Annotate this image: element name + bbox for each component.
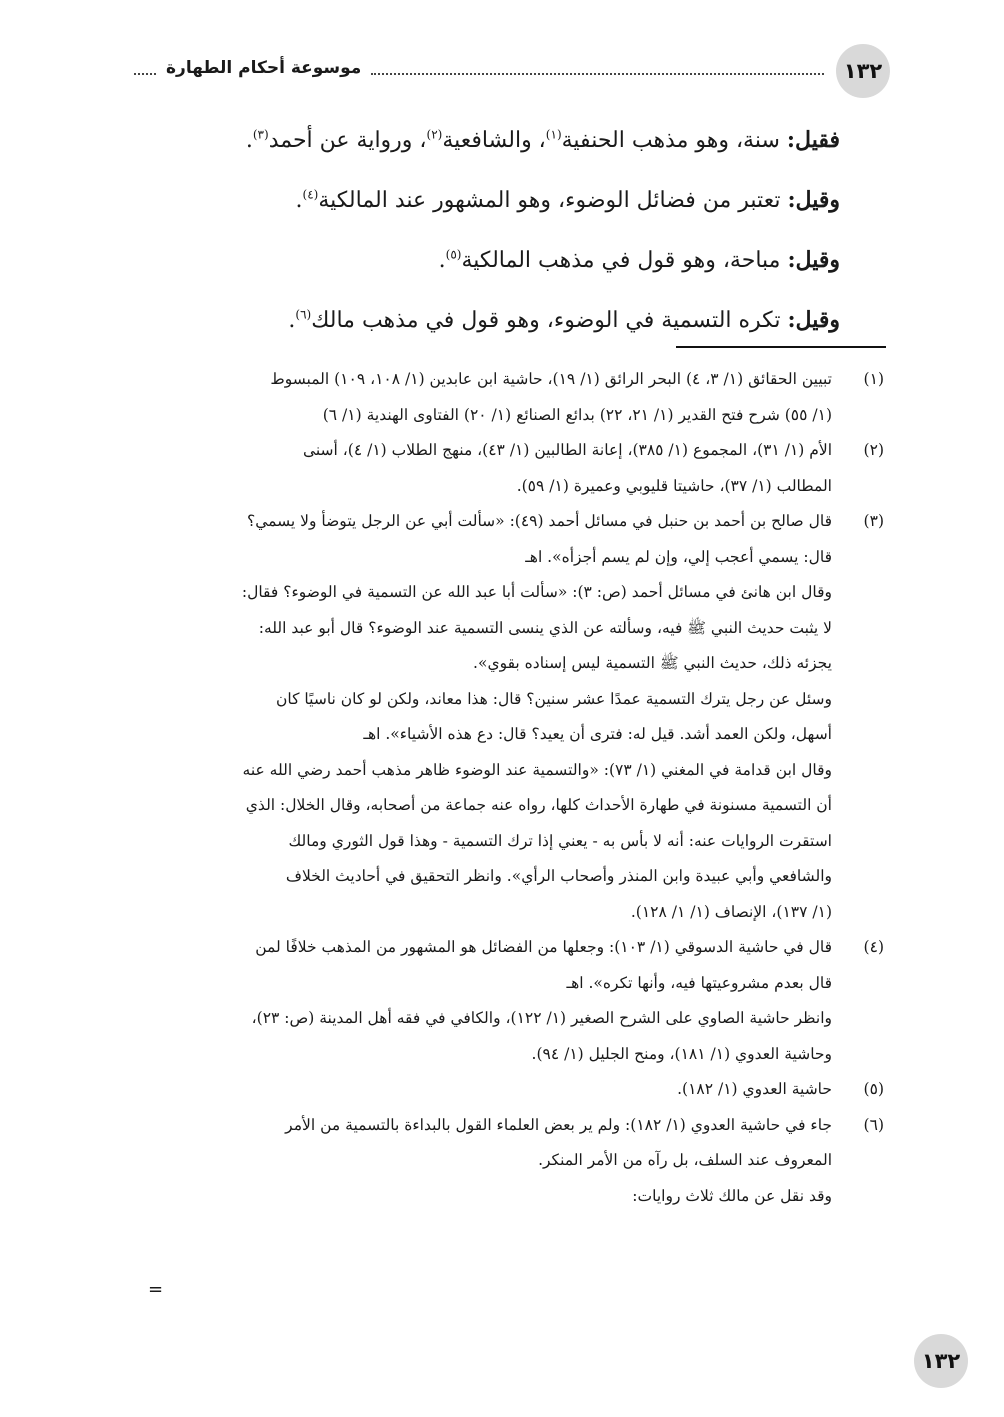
footnote-line: (١/ ١٣٧)، الإنصاف (١/ ١/ ١٢٨). — [630, 902, 832, 921]
footnote-line: يجزئه ذلك، حديث النبي ﷺ التسمية ليس إسناده بقوي». — [473, 654, 832, 672]
footnote-ref[interactable]: (٤) — [302, 187, 319, 202]
footnote-line: المطالب (١/ ٣٧)، حاشيتا قليوبي وعميرة (١/ ٥٩). — [516, 476, 832, 495]
footnote-text — [146, 1072, 832, 1108]
footnote-line: أسهل، ولكن العمد أشد. قيل له: فترى أن يعيد؟ قال: دع هذه الأشياء». اهـ — [363, 725, 832, 743]
opinion-text: ، والشافعية — [442, 128, 546, 153]
footnote-number: (٦) — [863, 1115, 884, 1134]
opinion-line — [150, 230, 840, 290]
footnote-ref[interactable]: (٢) — [426, 127, 443, 142]
opinion-line — [150, 170, 840, 230]
opinion-line — [150, 290, 840, 350]
footer-page-number: ١٣٢ — [914, 1334, 968, 1388]
footnote-line: تبيين الحقائق (١/ ٣، ٤) البحر الرائق (١/ ١٩)، حاشية ابن عابدين (١/ ١٠٨، ١٠٩) المبسوط — [270, 370, 832, 388]
opinion-text: مباحة، وهو قول في مذهب المالكية — [461, 248, 788, 273]
header-dots-left — [371, 61, 824, 75]
footnote-line: والشافعي وأبي عبيدة وابن المنذر وأصحاب الرأي». وانظر التحقيق في أحاديث الخلاف — [285, 867, 832, 885]
opinion-text: . — [288, 308, 296, 333]
footnote-line: لا يثبت حديث النبي ﷺ فيه، وسألته عن الذي ينسى التسمية عند الوضوء؟ قال أبو عبد الله: — [258, 618, 832, 637]
footnote — [146, 1108, 890, 1215]
footnote-line: وقد نقل عن مالك ثلاث روايات: — [632, 1186, 832, 1205]
footnote-ref[interactable]: (١) — [545, 127, 562, 142]
footnote-text — [146, 433, 832, 504]
opinion-lead: وقيل: — [787, 247, 840, 273]
footnote-number: (٣) — [863, 512, 884, 530]
footnote-line: وقال ابن هانئ في مسائل أحمد (ص: ٣): «سألت أبا عبد الله عن التسمية في الوضوء؟ فقال: — [241, 583, 832, 601]
footnote-ref[interactable]: (٣) — [252, 127, 269, 142]
opinion-text: . — [295, 188, 303, 213]
footnote-line: أن التسمية مسنونة في طهارة الأحداث كلها، رواه عنه جماعة من أصحابه، وقال الخلال: الذي — [245, 796, 832, 814]
header-page-number: ١٣٢ — [836, 44, 890, 98]
footnote — [146, 930, 890, 1072]
opinion-lead: وقيل: — [787, 187, 840, 213]
footnote-ref[interactable]: (٦) — [295, 307, 312, 322]
footnote-number: (٥) — [863, 1080, 884, 1098]
main-text — [150, 110, 840, 350]
footnote — [146, 504, 890, 930]
footnote-text — [146, 1108, 832, 1215]
book-title: موسوعة أحكام الطهارة — [166, 58, 362, 78]
footnote-line: وانظر حاشية الصاوي على الشرح الصغير (١/ ١٢٢)، والكافي في فقه أهل المدينة (ص: ٢٣)، — [251, 1009, 832, 1027]
opinion-text: سنة، وهو مذهب الحنفية — [561, 128, 787, 153]
footnote-ref[interactable]: (٥) — [445, 247, 462, 262]
footnote-line: قال صالح بن أحمد بن حنبل في مسائل أحمد (٤٩): «سألت أبي عن الرجل يتوضأ ولا يسمي؟ — [247, 512, 832, 530]
opinion-text: تكره التسمية في الوضوء، وهو قول في مذهب مالك — [311, 308, 788, 333]
footnotes — [146, 362, 890, 1214]
footnote-text — [146, 930, 832, 1072]
footnote-line: قال: يسمي أعجب إلي، وإن لم يسم أجزأه». اهـ — [525, 547, 832, 566]
opinion-line — [150, 110, 840, 170]
footnote-number: (٢) — [863, 441, 884, 459]
opinion-text: . — [245, 128, 253, 153]
footnote-line: قال في حاشية الدسوقي (١/ ١٠٣): وجعلها من الفضائل هو المشهور من المذهب خلافًا لمن — [255, 938, 832, 956]
footnote-separator — [676, 346, 886, 348]
footnote-line: وسئل عن رجل يترك التسمية عمدًا عشر سنين؟ قال: هذا معاند، ولكن لو كان ناسيًا كان — [276, 689, 832, 708]
header-title-line — [134, 58, 824, 78]
footnote-line: (١/ ٥٥) شرح فتح القدير (١/ ٢١، ٢٢) بدائع الصنائع (١/ ٢٠) الفتاوى الهندية (١/ ٦) — [322, 405, 832, 424]
opinion-lead: وقيل: — [787, 307, 840, 333]
footnote-line: المعروف عند السلف، بل رآه من الأمر المنكر. — [538, 1151, 832, 1169]
opinion-text: تعتبر من فضائل الوضوء، وهو المشهور عند المالكية — [318, 188, 788, 213]
footnote-text — [146, 362, 832, 433]
footnote-line: الأم (١/ ٣١)، المجموع (١/ ٣٨٥)، إعانة الطالبين (١/ ٤٣)، منهج الطلاب (١/ ٤)، أسنى — [302, 441, 832, 459]
opinion-lead: فقيل: — [786, 127, 840, 153]
footnote-number: (١) — [863, 370, 884, 388]
footnote — [146, 1072, 890, 1108]
continuation-mark: = — [148, 1279, 164, 1300]
opinion-text: . — [438, 248, 446, 273]
footnote-text — [146, 504, 832, 930]
footnote-line: استقرت الروايات عنه: أنه لا بأس به - يعني إذا ترك التسمية - وهذا قول الثوري ومالك — [288, 831, 832, 850]
footnote-line: جاء في حاشية العدوي (١/ ١٨٢): ولم ير بعض العلماء القول بالبداءة بالتسمية من الأمر — [285, 1115, 832, 1134]
footnote-line: وحاشية العدوي (١/ ١٨١)، ومنح الجليل (١/ ٩٤). — [531, 1044, 832, 1063]
footnote-number: (٤) — [863, 938, 884, 956]
opinion-text: ، ورواية عن أحمد — [268, 128, 427, 153]
footnote-line: حاشية العدوي (١/ ١٨٢). — [677, 1080, 832, 1098]
footnote-line: قال بعدم مشروعيتها فيه، وأنها تكره». اهـ — [566, 973, 832, 992]
footnote — [146, 362, 890, 433]
footnote-line: وقال ابن قدامة في المغني (١/ ٧٣): «والتسمية عند الوضوء ظاهر مذهب أحمد رضي الله عنه — [242, 760, 832, 779]
header-dots-right — [134, 61, 156, 75]
page-header — [140, 44, 890, 104]
footnote — [146, 433, 890, 504]
